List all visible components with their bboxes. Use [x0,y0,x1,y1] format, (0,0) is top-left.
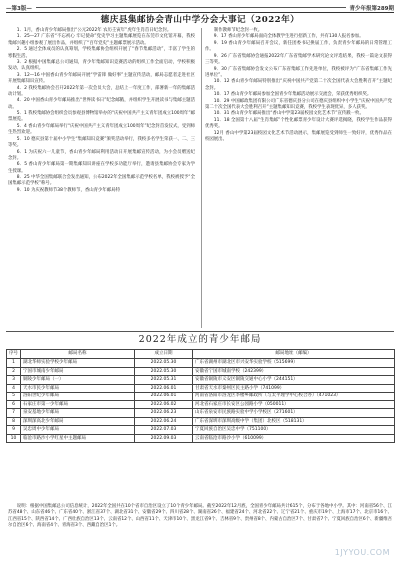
cell-no: 6 [7,400,21,409]
cell-no: 4 [7,384,21,393]
table-title: 2022年成立的青少年邮局 [138,334,262,345]
cell-no: 8 [7,417,21,426]
event-entry: 12月 香山中学第23届校园文化艺术节活动展示，集邮展览受到师生一致好评，优秀作品在校园展出。 [205,130,392,142]
event-entry: 10．12 香山青少年邮局特别推出“庆祝中国共产党第二十次全国代表大会胜利召开”主题纪念封。 [205,79,392,91]
event-entry: 8．25 中华全国集邮联合会发出通知，公布2022年全国集邮示范学校名单，我校被授予“全国集邮示范学校”称号。 [8,175,195,187]
cell-address: 安徽省铜陵市义安区铜陵交通中心小学（244151） [193,376,395,385]
event-entry: 9．30 广东省集邮协会发文公布广东省集邮工作先进单位，我校被评为“广东省集邮工作先进单位”。 [205,66,392,78]
cell-office-name: 铜陵少年邮局（一） [21,376,135,385]
cell-date: 2022.06.01 [135,384,193,393]
table-row [7,393,395,401]
cell-address: 河北省石家庄市长安区公园路小学（050011） [193,400,395,409]
event-entry: 5．1 我校集邮协会组织会员参观县博物馆举办的“庆祝中国共产主义青年团成立100周年”邮票展览。 [8,111,195,123]
cell-no: 9 [7,426,21,435]
event-entry: 3．2 根据中国集邮总公司通知，青少年集邮知识竞赛活动的组织工作全面启动，学校积极发动、认真组织。 [8,60,195,72]
event-entry: 5．10 德庆县第十届中小学生“集邮知识竞赛”颁奖活动举行，我校多名学生荣获一、二、三等奖。 [8,136,195,149]
paper-label: 青少年报第289期 [349,5,394,12]
event-entry: 9．17 香山青少年邮局面向全体教学生进行招新工作，共有130人报名参加。 [213,34,364,40]
event-entry: 4．2 我校集邮协会召开2022年第一次会员大会，总结上一年度工作，部署新一年的集邮活动计划。 [8,85,195,97]
event-entry: 9．19 香山青少年邮局召开会议，新任团委书记换届工作，负责青少年邮局的日常管理工作。 [205,40,392,53]
cell-date: 2022.06.02 [135,400,193,409]
event-entry: 6．1 为庆祝六一儿童节，香山青少年邮局利用活动日开展集邮宣传活动，为小会员赠送纪念封。 [8,149,195,161]
cell-address: 宁夏回族自治区吴忠中学（751100） [193,426,395,435]
event-entry: 9．10 为庆祝教师节38个教师节，香山青少年邮局特 [16,187,120,193]
section-divider [6,331,394,332]
cell-office-name: 天水市民少年邮局 [21,384,135,393]
cell-address: 广东省深圳市深圳高级中学（集团）北校区（518131） [193,417,395,426]
table-row [7,409,395,418]
cell-no: 3 [7,376,21,385]
table-row [7,384,395,393]
event-entry: 10．17 香山青少年邮局参加全国青少年集邮活动展示交流会，荣获优秀组织奖。 [213,92,372,98]
cell-no: 7 [7,409,21,418]
cell-date: 2022.05.31 [135,376,193,385]
running-head-rule [36,7,346,8]
table-row [7,417,395,426]
cell-date: 2022.07.03 [135,426,193,435]
article-headline: 德庆县集邮协会青山中学分会大事记（2022年） [100,15,300,25]
event-entry: 5．4 香山青少年邮局举行“庆祝中国共产主义青年团成立100周年”纪念封首发仪式，受到师生热烈欢迎。 [8,123,195,136]
cell-no: 1 [7,359,21,368]
event-entry: 1．25—27 广东省“不忘初心 牢记使命”党史学习主题集邮展览在东莞市文化馆开幕，我校集邮兴趣小组参观了展出作品，并组织了“百年党史”主题邮票展示活动。 [8,34,195,46]
cell-date: 2022.05.30 [135,367,193,376]
cell-office-name: 宁国市城南少年邮局 [21,367,135,376]
cell-address: 山东省泉安市民族路实验中学小学校区（271601） [193,409,395,418]
left-column [8,28,195,194]
header-no: 序号 [7,350,21,359]
cell-office-name: 泉安基地少年邮局 [21,409,135,418]
cell-no: 10 [7,434,21,443]
event-entry: 6．5 香山青少年邮局第一期集邮知识讲座在学校多功能厅举行，邀请县集邮协会专家为学生授课。 [8,162,195,174]
watermark-logo: 1JYYOU.COM [334,548,390,557]
header-name: 邮局名称 [21,350,135,359]
table-header-row [7,350,395,359]
cell-office-name: 洛阳世纪少年邮局 [21,393,135,401]
cell-no: 2 [7,367,21,376]
event-entry: 1．1月，香山青少年邮局推出“公元2022年 农历壬寅年”虎年生肖首日纪念封。 [16,28,172,33]
cell-address: 广东省湖州市湖北区市兴安华实验学校（515699） [193,359,395,368]
cell-address: 甘肃省天水市秦州区民主路小学（741099） [193,384,395,393]
event-entry: 4．20 中国香山青少年邮局推出“世界读书日”纪念邮戳，并组织学生开展读书与集邮主题活动。 [8,98,195,110]
cell-address: 安徽省宁国市城南学校（242399） [193,367,395,376]
event-entry: 制作教师节纪念封一枚。 [213,28,263,33]
cell-date: 2022.06.24 [135,417,193,426]
table-row [7,400,395,409]
event-entry: 10．29 中国邮政集团有限公司广东省德庆县分公司在德庆县组织中小学生“庆祝中国共产党第二十次全国代表大会胜利召开”主题集邮知识竞赛，我校学生表现优异，多人获奖。 [205,98,392,110]
cell-date: 2022.06.23 [135,409,193,418]
table-row [7,434,395,443]
table-row [7,359,395,368]
event-entry: 2．5 通过全体成员的认真筹划，学校集邮协会组织开展了“春节集邮活动”，丰富了学生的寒假生活。 [8,47,195,59]
cell-office-name: 深圳深高北少年邮局 [21,417,135,426]
right-column [205,28,392,143]
column-divider [201,28,202,328]
event-entry: 3．12—16 中国香山青少年邮局开展“学雷锋 做好事”主题宣传活动，邮局志愿者走进社区开展集邮知识宣传。 [8,72,195,85]
table-footnote: 说明：根据中国集邮总公司信息统计，2022年全国共在10个省市自治区设立了10个青少年邮局。截至2022年12月底，全国青少年邮局共计615个，分布于各地中小学。其中：河南省56个、江苏省48个、山东省46个、广东省40个、浙江省37个、湖北省31个、安徽省29个、四川省28个、湖南省26个、福建省24个、河北省22个、辽宁省21个、重庆市19个、上海市17个、北京市16个、江西省15个、陕西省14个、广西壮族自治区13个、云南省12个、山西省11个、天津市10个、黑龙江省9个、吉林省9个、贵州省8个、内蒙古自治区7个、甘肃省7个、宁夏回族自治区6个、新疆维吾尔自治区6个、海南省4个、青海省3个、西藏自治区1个。 [8,504,392,528]
cell-date: 2022.09.03 [135,434,193,443]
cell-date: 2022.05.30 [135,359,193,368]
cell-office-name: 临沧市路沙小学红星中主题邮局 [21,434,135,443]
header-address: 邮局地址（邮编） [193,350,395,359]
table-row [7,367,395,376]
cell-office-name: 湖北华师实验学校少年邮局 [21,359,135,368]
cell-date: 2022.06.01 [135,393,193,401]
header-date: 成立日期 [135,350,193,359]
table-body [7,359,395,443]
table-row [7,376,395,385]
article-body [8,28,392,330]
cell-no: 5 [7,393,21,401]
cell-office-name: 吴忠周中少年邮局 [21,426,135,435]
cell-address: 云南省临沧市路沙小学（610099） [193,434,395,443]
page-label: —第3版— [6,5,32,12]
running-head [6,3,394,12]
cell-address: 河南省洛阳市洛龙区李楼乡邮政所（与太平理学中心校合办）（471023） [193,393,395,401]
event-entry: 10．31 香山青少年邮局推出“香山中学第23届校园文化艺术节”宣传戳一枚。 [213,111,364,117]
table-row [7,426,395,435]
event-entry: 9．26 广东省集邮协会通报2022年广东省集邮学术研究论文评选结果，我校一篇论文获得三等奖。 [205,53,392,66]
cell-office-name: 石家庄市第一少年邮局 [21,400,135,409]
event-entry: 11．18 全国第十八届“生肖集邮”个性化邮票青少年设计大赛评选揭晓，我校学生作品获得优秀奖。 [205,117,392,130]
youth-post-office-table [6,349,395,443]
